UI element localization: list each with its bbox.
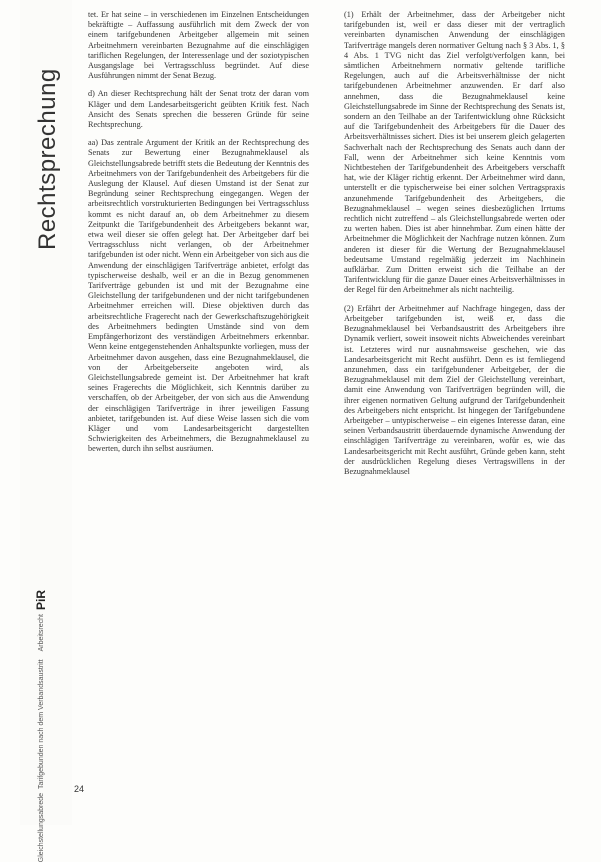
section-title-text: Rechtsprechung — [34, 68, 61, 250]
text-column-left — [88, 10, 309, 463]
journal-marker-line — [34, 590, 48, 862]
journal-topic: Tarifgebunden nach dem Verbandsaustritt — [37, 659, 45, 789]
journal-logo: PiR — [34, 590, 48, 611]
paragraph: (1) Erhält der Arbeitnehmer, dass der Arbeitgeber nicht tarifgebunden ist, weil er dass dieser mit der vertraglich vereinbarten dynamischen Anwendung der einschlägigen Tarifverträge mangels deren normativer Geltung nach § 3 Abs. 1, § 4 Abs. 1 TVG nicht das Ziel verfolgt/verfolgen kann, bei sämtlichen Arbeitnehmern normativ geltende tarifliche Regelungen, auch auf die Arbeitsverhältnisse der nicht tarifgebundenen Arbeitnehmer anzuwenden. Er darf also annehmen, dass die Bezugnahmeklausel keine Gleichstellungsabrede im Sinne der Rechtsprechung des Senats ist, sondern an den Teilhabe an der Tarifentwicklung ohne Rücksicht auf die Tarifgebundenheit des Arbeitgebers für die Dauer des Arbeitsverhältnisses sichert. Dies ist bei unserem gleich gelagerten Sachverhalt nach der Rechtsprechung des Senats auch dann der Fall, wenn der Arbeitnehmer sich keine Kenntnis vom Nichtbestehen der Tarifgebundenheit des Arbeitgebers verschafft hat, wie der Kläger richtig erkennt. Der Arbeitnehmer wird dann, unterstellt er die typischerweise bei einer solchen Vertragspraxis anzunehmende Tarifgebundenheit des Arbeitgebers, die Bezugnahmeklausel – wegen seines diesbezüglichen Irrtums rechtlich nicht zutreffend – als Gleichstellungsabrede werten oder zu werten haben. Dies ist aber hinnehmbar. Zum einen hätte der Arbeitnehmer die Möglichkeit der Nachfrage nutzen können. Zum anderen ist dieser für die Wertung der Bezugnahmeklausel bedeutsame Umstand regelmäßig jederzeit im Nachhinein aufklärbar. Zum Dritten erweist sich die Teilhabe an der Tarifentwicklung für die ganze Dauer eines Arbeitsverhältnisses in der Regel für den Arbeitnehmer als nicht nachteilig. — [344, 10, 565, 295]
journal-subtopic: Gleichstellungsabrede — [37, 792, 45, 862]
paragraph: aa) Das zentrale Argument der Kritik an der Rechtsprechung des Senats zur Bewertung einer Bezugnahmeklausel als Gleichstellungsabrede betrifft stets die Bedeutung der Kenntnis des Arbeitnehmers von der Tarifgebundenheit des Arbeitgebers für die Auslegung der Klausel. Auf diesen Umstand ist der Senat zur Begründung seiner Rechtsprechung eingegangen. Wegen der arbeitsrechtlich vorstrukturierten Bedingungen bei Vertragsschluss kommt es nicht darauf an, ob dem Arbeitnehmer zu diesem Zeitpunkt die Tarifgebundenheit des Arbeitgebers bekannt war, etwa weil dieser sie offen gelegt hat. Der Arbeitgeber darf bei Vertragsschluss nicht verlangen, ob der Arbeitnehmer tarifgebunden ist oder nicht. Wenn ein Arbeitgeber von sich aus die Anwendung der einschlägigen Tarifverträge anbietet, erfolgt das typischerweise deshalb, weil er an die in Bezug genommenen Tarifverträge gebunden ist und mit der Bezugnahme eine Gleichstellung der tarifgebundenen und der nicht tarifgebundenen Arbeitnehmer erreichen will. Diese objektiven durch das arbeitsrechtliche Fragerecht nach der Gewerkschaftszugehörigkeit des Arbeitnehmers bedingten Umstände sind von dem Empfängerhorizont des verständigen Arbeitnehmers erkennbar. Wenn keine entgegenstehenden Anhaltspunkte vorliegen, muss der Arbeitnehmer davon ausgehen, dass eine Bezugnahmeklausel, die von der Arbeitgeberseite angeboten wird, als Gleichstellungsabrede gemeint ist. Der Arbeitnehmer hat kraft seines Fragerechts die Möglichkeit, sich Kenntnis darüber zu verschaffen, ob der Arbeitgeber, der von sich aus die Anwendung der einschlägigen Tarifverträge in ihrer jeweiligen Fassung anbietet, tarifgebunden ist. Auf diese Weise lassen sich die vom Kläger und vom Landesarbeitsgericht dargestellten Schwierigkeiten des Arbeitnehmers, die Bezugnahmeklausel zu bewerten, durch ihn selbst ausräumen. — [88, 138, 309, 454]
journal-line: Arbeitsrecht — [37, 614, 45, 652]
paragraph: tet. Er hat seine – in verschiedenen im Einzelnen Entscheidungen bekräftigte – Auffassung ausführlich mit dem Zweck der von einem tarifgebundenen Arbeitgeber allgemein mit seinen Arbeitnehmern vereinbarten Bezugnahme auf die einschlägigen tariflichen Regelungen, der Interessenlage und der soziotypischen Ausgangslage bei Vertragsschluss begründet. Auf diese Ausführungen nimmt der Senat Bezug. — [88, 10, 309, 81]
paragraph: (2) Erfährt der Arbeitnehmer auf Nachfrage hingegen, dass der Arbeitgeber tarifgebunden ist, weiß er, dass die Bezugnahmeklausel bei Verbandsaustritt des Arbeitgebers ihre Dynamik verliert, soweit insoweit nichts Abweichendes vereinbart ist. Letzteres wird nur ausnahmsweise geschehen, wie das Landesarbeitsgericht mit Recht ausführt. Denn es ist fernliegend anzunehmen, dass ein tarifgebundener Arbeitgeber, der die Bezugnahmeklausel mit dem Ziel der Gleichstellung vereinbart, damit eine Anwendung von Tarifverträgen begründen will, die ihrer eigenen normativen Geltung aufgrund der Tarifgebundenheit des Arbeitgebers nicht entspricht. Ist hingegen der Tarifgebundene Arbeitgeber – untypischerweise – ein eigenes Interesse daran, eine seinen Verbandsaustritt überdauernde dynamische Anwendung der einschlägigen Tarifverträge zu vereinbaren, wofür es, wie das Landesarbeitsgericht mit Recht ausführt, Gründe geben kann, steht der ausdrücklichen Regelung dieses Vertragswillens in der Bezugnahmeklausel — [344, 303, 565, 476]
journal-marker — [34, 590, 56, 862]
page-number: 24 — [74, 784, 85, 794]
text-column-right — [344, 10, 565, 485]
paragraph: d) An dieser Rechtsprechung hält der Senat trotz der daran vom Kläger und dem Landesarbeitsgericht geübten Kritik fest. Nach Ansicht des Senats sprechen die besseren Gründe für seine Rechtsprechung. — [88, 89, 309, 130]
section-heading — [34, 30, 60, 250]
